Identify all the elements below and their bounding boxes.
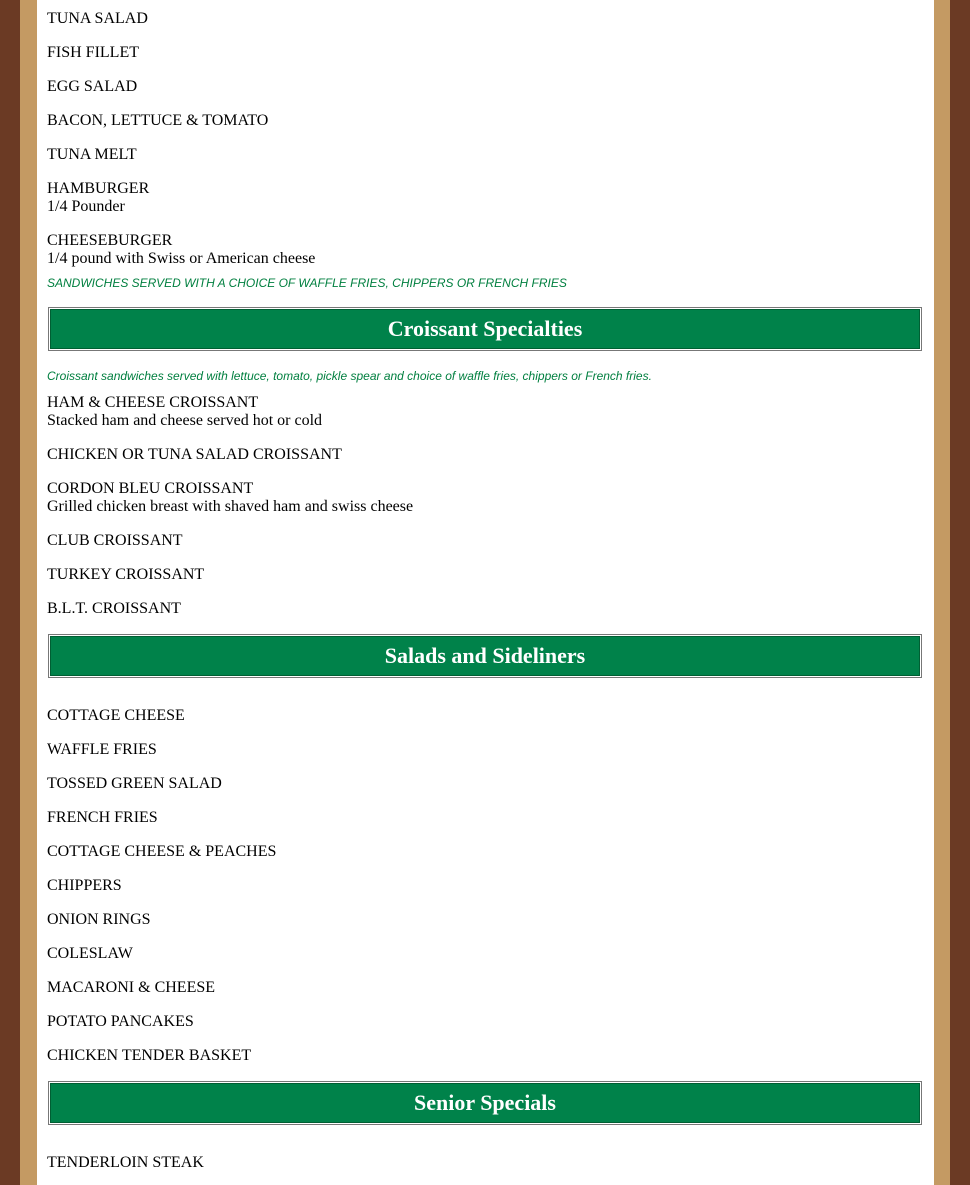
- spacer: [47, 1125, 923, 1154]
- menu-item: [47, 707, 923, 725]
- menu-item-name: CHICKEN OR TUNA SALAD CROISSANT: [47, 446, 342, 463]
- spacer: [47, 678, 923, 707]
- menu-item: [47, 446, 923, 464]
- menu-item-name: EGG SALAD: [47, 78, 138, 95]
- section-header-seniors: [48, 1081, 922, 1125]
- menu-item-name: ONION RINGS: [47, 911, 151, 928]
- menu-content: [37, 0, 934, 1185]
- menu-item-name: HAM & CHEESE CROISSANT: [47, 394, 259, 411]
- seniors-list: [47, 1154, 923, 1172]
- menu-item: [47, 979, 923, 997]
- menu-item-name: COTTAGE CHEESE: [47, 707, 185, 724]
- menu-item-name: CLUB CROISSANT: [47, 532, 183, 549]
- menu-item-name: TENDERLOIN STEAK: [47, 1154, 204, 1171]
- menu-item-name: TOSSED GREEN SALAD: [47, 775, 222, 792]
- menu-item-name: FISH FILLET: [47, 44, 139, 61]
- menu-item: [47, 232, 923, 268]
- menu-item-name: MACARONI & CHEESE: [47, 979, 216, 996]
- menu-item-name: POTATO PANCAKES: [47, 1013, 194, 1030]
- menu-item-name: COTTAGE CHEESE & PEACHES: [47, 843, 277, 860]
- menu-item: [47, 10, 923, 28]
- sandwiches-note: SANDWICHES SERVED WITH A CHOICE OF WAFFLE FRIES, CHIPPERS OR FRENCH FRIES: [47, 276, 567, 290]
- menu-item-name: FRENCH FRIES: [47, 809, 158, 826]
- menu-item-name: CHIPPERS: [47, 877, 122, 894]
- menu-item: [47, 741, 923, 759]
- menu-item-name: CORDON BLEU CROISSANT: [47, 480, 254, 497]
- menu-item-name: HAMBURGER: [47, 180, 150, 197]
- menu-item-name: CHICKEN TENDER BASKET: [47, 1047, 252, 1064]
- menu-item: [47, 180, 923, 216]
- croissants-note: Croissant sandwiches served with lettuce, tomato, pickle spear and choice of waffle fries, chippers or French fries.: [47, 369, 652, 383]
- menu-item-description: 1/4 pound with Swiss or American cheese: [47, 250, 316, 267]
- menu-item-name: TUNA SALAD: [47, 10, 148, 27]
- menu-item: [47, 532, 923, 550]
- menu-item-name: BACON, LETTUCE & TOMATO: [47, 112, 269, 129]
- menu-item: [47, 945, 923, 963]
- menu-item: [47, 1013, 923, 1031]
- section-header-croissants: [48, 307, 922, 351]
- menu-item: [47, 843, 923, 861]
- menu-item: [47, 911, 923, 929]
- menu-item-description: Grilled chicken breast with shaved ham and swiss cheese: [47, 498, 414, 515]
- menu-item: [47, 1154, 923, 1172]
- croissants-list: [47, 394, 923, 618]
- section-header-salads: [48, 634, 922, 678]
- menu-item-description: 1/4 Pounder: [47, 198, 125, 215]
- menu-item: [47, 480, 923, 516]
- menu-item: [47, 78, 923, 96]
- menu-item-name: TURKEY CROISSANT: [47, 566, 205, 583]
- section-title: Salads and Sideliners: [50, 636, 920, 676]
- menu-item: [47, 394, 923, 430]
- menu-item-description: Stacked ham and cheese served hot or cold: [47, 412, 323, 429]
- menu-item-name: TUNA MELT: [47, 146, 137, 163]
- salads-list: [47, 707, 923, 1065]
- menu-item-name: B.L.T. CROISSANT: [47, 600, 181, 617]
- section-title: Croissant Specialties: [50, 309, 920, 349]
- menu-item: [47, 775, 923, 793]
- menu-item: [47, 566, 923, 584]
- menu-item: [47, 112, 923, 130]
- menu-item-name: CHEESEBURGER: [47, 232, 173, 249]
- sandwiches-list: [47, 10, 923, 290]
- menu-item-name: COLESLAW: [47, 945, 133, 962]
- menu-inner: [47, 10, 923, 1185]
- menu-item: [47, 146, 923, 164]
- section-title: Senior Specials: [50, 1083, 920, 1123]
- menu-item: [47, 1047, 923, 1065]
- menu-item: [47, 600, 923, 618]
- menu-item-name: WAFFLE FRIES: [47, 741, 157, 758]
- menu-item: [47, 809, 923, 827]
- menu-item: [47, 877, 923, 895]
- menu-item: [47, 44, 923, 62]
